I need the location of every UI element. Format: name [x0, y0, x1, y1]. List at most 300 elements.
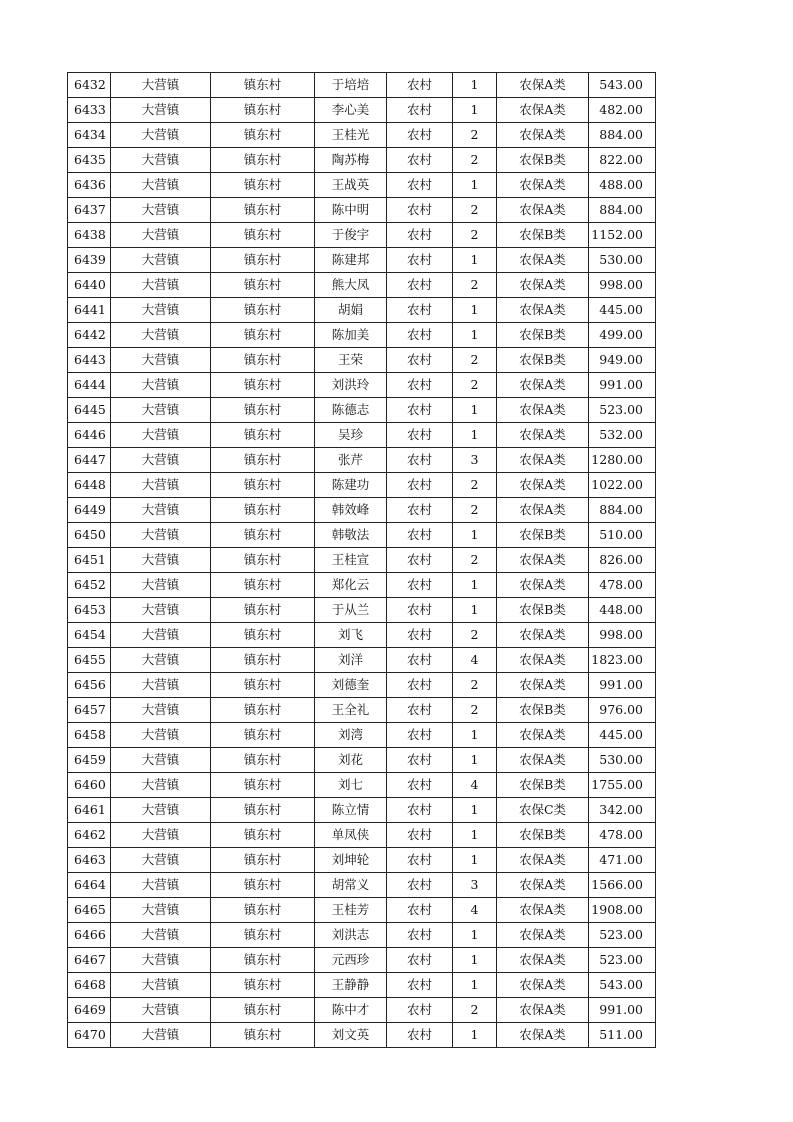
village-cell: 镇东村	[211, 723, 315, 748]
table-row	[68, 323, 656, 348]
insurance-class-cell: 农保A类	[497, 998, 589, 1023]
insurance-class-cell: 农保A类	[497, 898, 589, 923]
table-row	[68, 773, 656, 798]
household-type-cell: 农村	[387, 373, 453, 398]
name-cell: 元西珍	[315, 948, 387, 973]
household-type-cell: 农村	[387, 798, 453, 823]
town-cell: 大营镇	[111, 148, 211, 173]
table-row	[68, 673, 656, 698]
household-type-cell: 农村	[387, 698, 453, 723]
village-cell: 镇东村	[211, 848, 315, 873]
insurance-class-cell: 农保A类	[497, 973, 589, 998]
table-row	[68, 523, 656, 548]
village-cell: 镇东村	[211, 273, 315, 298]
town-cell: 大营镇	[111, 873, 211, 898]
family-size-cell: 1	[453, 923, 497, 948]
town-cell: 大营镇	[111, 923, 211, 948]
family-size-cell: 1	[453, 948, 497, 973]
name-cell: 张芹	[315, 448, 387, 473]
village-cell: 镇东村	[211, 598, 315, 623]
town-cell: 大营镇	[111, 673, 211, 698]
village-cell: 镇东村	[211, 173, 315, 198]
amount-cell: 884.00	[589, 198, 656, 223]
insurance-class-cell: 农保A类	[497, 398, 589, 423]
insurance-class-cell: 农保A类	[497, 448, 589, 473]
table-row	[68, 373, 656, 398]
name-cell: 刘七	[315, 773, 387, 798]
village-cell: 镇东村	[211, 1023, 315, 1048]
town-cell: 大营镇	[111, 948, 211, 973]
name-cell: 陶苏梅	[315, 148, 387, 173]
roster-table	[67, 72, 656, 1048]
row-id-cell: 6432	[68, 73, 111, 98]
family-size-cell: 1	[453, 598, 497, 623]
amount-cell: 1823.00	[589, 648, 656, 673]
insurance-class-cell: 农保A类	[497, 298, 589, 323]
row-id-cell: 6440	[68, 273, 111, 298]
town-cell: 大营镇	[111, 573, 211, 598]
amount-cell: 511.00	[589, 1023, 656, 1048]
town-cell: 大营镇	[111, 848, 211, 873]
name-cell: 王桂宣	[315, 548, 387, 573]
amount-cell: 976.00	[589, 698, 656, 723]
family-size-cell: 2	[453, 223, 497, 248]
name-cell: 陈立情	[315, 798, 387, 823]
town-cell: 大营镇	[111, 473, 211, 498]
row-id-cell: 6446	[68, 423, 111, 448]
table-row	[68, 98, 656, 123]
household-type-cell: 农村	[387, 98, 453, 123]
table-row	[68, 123, 656, 148]
name-cell: 刘洪志	[315, 923, 387, 948]
insurance-class-cell: 农保B类	[497, 348, 589, 373]
amount-cell: 445.00	[589, 723, 656, 748]
insurance-class-cell: 农保B类	[497, 223, 589, 248]
town-cell: 大营镇	[111, 298, 211, 323]
family-size-cell: 4	[453, 648, 497, 673]
household-type-cell: 农村	[387, 248, 453, 273]
village-cell: 镇东村	[211, 673, 315, 698]
insurance-class-cell: 农保B类	[497, 698, 589, 723]
town-cell: 大营镇	[111, 423, 211, 448]
family-size-cell: 1	[453, 723, 497, 748]
insurance-class-cell: 农保A类	[497, 723, 589, 748]
amount-cell: 471.00	[589, 848, 656, 873]
household-type-cell: 农村	[387, 898, 453, 923]
table-row	[68, 498, 656, 523]
table-row	[68, 223, 656, 248]
amount-cell: 482.00	[589, 98, 656, 123]
insurance-class-cell: 农保B类	[497, 598, 589, 623]
name-cell: 王静静	[315, 973, 387, 998]
family-size-cell: 2	[453, 473, 497, 498]
name-cell: 王荣	[315, 348, 387, 373]
town-cell: 大营镇	[111, 623, 211, 648]
table-row	[68, 898, 656, 923]
amount-cell: 523.00	[589, 923, 656, 948]
table-row	[68, 173, 656, 198]
name-cell: 胡娟	[315, 298, 387, 323]
amount-cell: 991.00	[589, 673, 656, 698]
amount-cell: 488.00	[589, 173, 656, 198]
name-cell: 陈中明	[315, 198, 387, 223]
village-cell: 镇东村	[211, 698, 315, 723]
insurance-class-cell: 农保A类	[497, 248, 589, 273]
family-size-cell: 2	[453, 623, 497, 648]
town-cell: 大营镇	[111, 748, 211, 773]
village-cell: 镇东村	[211, 973, 315, 998]
amount-cell: 998.00	[589, 623, 656, 648]
village-cell: 镇东村	[211, 523, 315, 548]
family-size-cell: 2	[453, 673, 497, 698]
family-size-cell: 1	[453, 248, 497, 273]
household-type-cell: 农村	[387, 398, 453, 423]
amount-cell: 478.00	[589, 573, 656, 598]
insurance-class-cell: 农保B类	[497, 523, 589, 548]
household-type-cell: 农村	[387, 873, 453, 898]
village-cell: 镇东村	[211, 298, 315, 323]
amount-cell: 523.00	[589, 948, 656, 973]
family-size-cell: 1	[453, 973, 497, 998]
amount-cell: 1908.00	[589, 898, 656, 923]
village-cell: 镇东村	[211, 623, 315, 648]
village-cell: 镇东村	[211, 423, 315, 448]
name-cell: 于俊宇	[315, 223, 387, 248]
insurance-class-cell: 农保A类	[497, 573, 589, 598]
amount-cell: 991.00	[589, 998, 656, 1023]
family-size-cell: 4	[453, 773, 497, 798]
family-size-cell: 2	[453, 548, 497, 573]
village-cell: 镇东村	[211, 148, 315, 173]
name-cell: 刘洋	[315, 648, 387, 673]
row-id-cell: 6462	[68, 823, 111, 848]
village-cell: 镇东村	[211, 448, 315, 473]
village-cell: 镇东村	[211, 548, 315, 573]
row-id-cell: 6435	[68, 148, 111, 173]
village-cell: 镇东村	[211, 248, 315, 273]
town-cell: 大营镇	[111, 548, 211, 573]
amount-cell: 884.00	[589, 123, 656, 148]
family-size-cell: 2	[453, 198, 497, 223]
village-cell: 镇东村	[211, 773, 315, 798]
name-cell: 陈德志	[315, 398, 387, 423]
row-id-cell: 6436	[68, 173, 111, 198]
insurance-class-cell: 农保C类	[497, 798, 589, 823]
household-type-cell: 农村	[387, 473, 453, 498]
household-type-cell: 农村	[387, 973, 453, 998]
insurance-class-cell: 农保B类	[497, 323, 589, 348]
table-row	[68, 873, 656, 898]
table-row	[68, 723, 656, 748]
amount-cell: 1152.00	[589, 223, 656, 248]
amount-cell: 1280.00	[589, 448, 656, 473]
table-row	[68, 973, 656, 998]
name-cell: 刘湾	[315, 723, 387, 748]
town-cell: 大营镇	[111, 723, 211, 748]
amount-cell: 448.00	[589, 598, 656, 623]
household-type-cell: 农村	[387, 598, 453, 623]
table-row	[68, 573, 656, 598]
village-cell: 镇东村	[211, 898, 315, 923]
amount-cell: 510.00	[589, 523, 656, 548]
insurance-class-cell: 农保A类	[497, 948, 589, 973]
family-size-cell: 1	[453, 323, 497, 348]
amount-cell: 1566.00	[589, 873, 656, 898]
town-cell: 大营镇	[111, 123, 211, 148]
village-cell: 镇东村	[211, 748, 315, 773]
village-cell: 镇东村	[211, 223, 315, 248]
table-row	[68, 348, 656, 373]
family-size-cell: 1	[453, 398, 497, 423]
town-cell: 大营镇	[111, 598, 211, 623]
town-cell: 大营镇	[111, 323, 211, 348]
insurance-class-cell: 农保A类	[497, 923, 589, 948]
name-cell: 陈中才	[315, 998, 387, 1023]
insurance-class-cell: 农保A类	[497, 623, 589, 648]
name-cell: 熊大凤	[315, 273, 387, 298]
insurance-class-cell: 农保A类	[497, 748, 589, 773]
amount-cell: 543.00	[589, 973, 656, 998]
insurance-class-cell: 农保A类	[497, 373, 589, 398]
family-size-cell: 1	[453, 748, 497, 773]
table-row	[68, 998, 656, 1023]
row-id-cell: 6459	[68, 748, 111, 773]
household-type-cell: 农村	[387, 498, 453, 523]
row-id-cell: 6438	[68, 223, 111, 248]
table-row	[68, 273, 656, 298]
row-id-cell: 6464	[68, 873, 111, 898]
amount-cell: 949.00	[589, 348, 656, 373]
amount-cell: 342.00	[589, 798, 656, 823]
name-cell: 刘文英	[315, 1023, 387, 1048]
insurance-class-cell: 农保A类	[497, 873, 589, 898]
table-row	[68, 948, 656, 973]
row-id-cell: 6467	[68, 948, 111, 973]
family-size-cell: 4	[453, 898, 497, 923]
town-cell: 大营镇	[111, 348, 211, 373]
town-cell: 大营镇	[111, 648, 211, 673]
name-cell: 胡常义	[315, 873, 387, 898]
family-size-cell: 2	[453, 273, 497, 298]
town-cell: 大营镇	[111, 398, 211, 423]
table-row	[68, 923, 656, 948]
household-type-cell: 农村	[387, 73, 453, 98]
name-cell: 陈建功	[315, 473, 387, 498]
table-row	[68, 648, 656, 673]
row-id-cell: 6439	[68, 248, 111, 273]
insurance-class-cell: 农保B类	[497, 148, 589, 173]
name-cell: 刘坤轮	[315, 848, 387, 873]
village-cell: 镇东村	[211, 73, 315, 98]
village-cell: 镇东村	[211, 873, 315, 898]
table-row	[68, 73, 656, 98]
name-cell: 于培培	[315, 73, 387, 98]
insurance-class-cell: 农保B类	[497, 773, 589, 798]
name-cell: 于从兰	[315, 598, 387, 623]
amount-cell: 1755.00	[589, 773, 656, 798]
amount-cell: 445.00	[589, 298, 656, 323]
family-size-cell: 2	[453, 373, 497, 398]
row-id-cell: 6450	[68, 523, 111, 548]
insurance-class-cell: 农保A类	[497, 673, 589, 698]
village-cell: 镇东村	[211, 123, 315, 148]
row-id-cell: 6456	[68, 673, 111, 698]
household-type-cell: 农村	[387, 173, 453, 198]
row-id-cell: 6468	[68, 973, 111, 998]
town-cell: 大营镇	[111, 898, 211, 923]
insurance-class-cell: 农保A类	[497, 123, 589, 148]
insurance-class-cell: 农保A类	[497, 548, 589, 573]
row-id-cell: 6455	[68, 648, 111, 673]
amount-cell: 523.00	[589, 398, 656, 423]
household-type-cell: 农村	[387, 123, 453, 148]
row-id-cell: 6442	[68, 323, 111, 348]
household-type-cell: 农村	[387, 423, 453, 448]
household-type-cell: 农村	[387, 298, 453, 323]
village-cell: 镇东村	[211, 323, 315, 348]
town-cell: 大营镇	[111, 373, 211, 398]
name-cell: 吴珍	[315, 423, 387, 448]
town-cell: 大营镇	[111, 248, 211, 273]
town-cell: 大营镇	[111, 773, 211, 798]
table-row	[68, 298, 656, 323]
family-size-cell: 1	[453, 1023, 497, 1048]
household-type-cell: 农村	[387, 573, 453, 598]
family-size-cell: 1	[453, 298, 497, 323]
amount-cell: 998.00	[589, 273, 656, 298]
table-row	[68, 473, 656, 498]
village-cell: 镇东村	[211, 998, 315, 1023]
family-size-cell: 2	[453, 998, 497, 1023]
table-row	[68, 398, 656, 423]
town-cell: 大营镇	[111, 448, 211, 473]
family-size-cell: 1	[453, 848, 497, 873]
insurance-class-cell: 农保A类	[497, 498, 589, 523]
family-size-cell: 1	[453, 98, 497, 123]
village-cell: 镇东村	[211, 798, 315, 823]
row-id-cell: 6452	[68, 573, 111, 598]
name-cell: 韩敬法	[315, 523, 387, 548]
village-cell: 镇东村	[211, 948, 315, 973]
row-id-cell: 6444	[68, 373, 111, 398]
amount-cell: 822.00	[589, 148, 656, 173]
name-cell: 陈加美	[315, 323, 387, 348]
town-cell: 大营镇	[111, 698, 211, 723]
amount-cell: 884.00	[589, 498, 656, 523]
town-cell: 大营镇	[111, 823, 211, 848]
village-cell: 镇东村	[211, 373, 315, 398]
family-size-cell: 1	[453, 573, 497, 598]
table-row	[68, 198, 656, 223]
household-type-cell: 农村	[387, 998, 453, 1023]
family-size-cell: 3	[453, 873, 497, 898]
village-cell: 镇东村	[211, 398, 315, 423]
town-cell: 大营镇	[111, 1023, 211, 1048]
name-cell: 郑化云	[315, 573, 387, 598]
insurance-class-cell: 农保A类	[497, 423, 589, 448]
name-cell: 王战英	[315, 173, 387, 198]
town-cell: 大营镇	[111, 273, 211, 298]
amount-cell: 532.00	[589, 423, 656, 448]
row-id-cell: 6445	[68, 398, 111, 423]
family-size-cell: 1	[453, 73, 497, 98]
village-cell: 镇东村	[211, 98, 315, 123]
village-cell: 镇东村	[211, 348, 315, 373]
table-row	[68, 798, 656, 823]
village-cell: 镇东村	[211, 198, 315, 223]
household-type-cell: 农村	[387, 823, 453, 848]
village-cell: 镇东村	[211, 498, 315, 523]
amount-cell: 543.00	[589, 73, 656, 98]
household-type-cell: 农村	[387, 548, 453, 573]
row-id-cell: 6441	[68, 298, 111, 323]
insurance-class-cell: 农保A类	[497, 1023, 589, 1048]
household-type-cell: 农村	[387, 748, 453, 773]
name-cell: 刘洪玲	[315, 373, 387, 398]
household-type-cell: 农村	[387, 1023, 453, 1048]
amount-cell: 530.00	[589, 248, 656, 273]
row-id-cell: 6460	[68, 773, 111, 798]
village-cell: 镇东村	[211, 473, 315, 498]
town-cell: 大营镇	[111, 973, 211, 998]
table-row	[68, 448, 656, 473]
village-cell: 镇东村	[211, 923, 315, 948]
row-id-cell: 6466	[68, 923, 111, 948]
name-cell: 刘花	[315, 748, 387, 773]
name-cell: 单凤侠	[315, 823, 387, 848]
amount-cell: 826.00	[589, 548, 656, 573]
table-row	[68, 698, 656, 723]
household-type-cell: 农村	[387, 323, 453, 348]
household-type-cell: 农村	[387, 648, 453, 673]
household-type-cell: 农村	[387, 523, 453, 548]
name-cell: 刘飞	[315, 623, 387, 648]
insurance-class-cell: 农保A类	[497, 198, 589, 223]
household-type-cell: 农村	[387, 623, 453, 648]
row-id-cell: 6434	[68, 123, 111, 148]
amount-cell: 530.00	[589, 748, 656, 773]
household-type-cell: 农村	[387, 773, 453, 798]
household-type-cell: 农村	[387, 348, 453, 373]
household-type-cell: 农村	[387, 148, 453, 173]
household-type-cell: 农村	[387, 673, 453, 698]
row-id-cell: 6470	[68, 1023, 111, 1048]
row-id-cell: 6433	[68, 98, 111, 123]
town-cell: 大营镇	[111, 998, 211, 1023]
row-id-cell: 6447	[68, 448, 111, 473]
family-size-cell: 2	[453, 123, 497, 148]
amount-cell: 991.00	[589, 373, 656, 398]
table-row	[68, 148, 656, 173]
row-id-cell: 6443	[68, 348, 111, 373]
town-cell: 大营镇	[111, 798, 211, 823]
insurance-class-cell: 农保A类	[497, 848, 589, 873]
row-id-cell: 6457	[68, 698, 111, 723]
amount-cell: 1022.00	[589, 473, 656, 498]
insurance-class-cell: 农保A类	[497, 473, 589, 498]
row-id-cell: 6469	[68, 998, 111, 1023]
row-id-cell: 6451	[68, 548, 111, 573]
family-size-cell: 2	[453, 498, 497, 523]
name-cell: 王桂芳	[315, 898, 387, 923]
family-size-cell: 1	[453, 423, 497, 448]
row-id-cell: 6448	[68, 473, 111, 498]
insurance-class-cell: 农保A类	[497, 98, 589, 123]
family-size-cell: 1	[453, 173, 497, 198]
row-id-cell: 6458	[68, 723, 111, 748]
town-cell: 大营镇	[111, 173, 211, 198]
insurance-class-cell: 农保A类	[497, 648, 589, 673]
